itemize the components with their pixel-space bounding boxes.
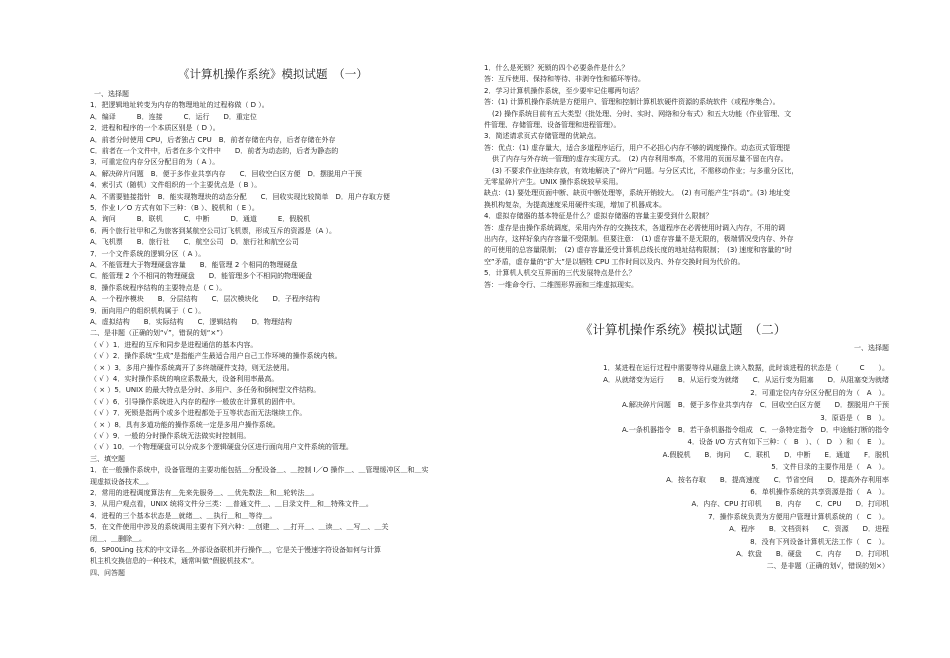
question-line: 3．原语是（ B ）。: [820, 413, 889, 422]
answer-line: 1．什么是死锁？死锁的四个必要条件是什么？: [484, 64, 629, 72]
text-line: （ √ ）6．引导操作系统进入内存的程序一般放在计算机的固件中。: [90, 397, 300, 406]
answer-line: 的可使用的总容量限制； (2) 虚存容量还受计算机总线长度的地址结构限制； (3) 速度和容量的“时: [484, 246, 792, 255]
exam-title-1: 《计算机操作系统》模拟试题 （一）: [178, 67, 368, 81]
answer-line: 答：优点：(1) 虚存量大，适合多道程序运行，用户不必担心内存不够的调度操作。动态页式管理提: [484, 143, 791, 152]
text-line: 一、选择题: [94, 90, 129, 98]
answer-line: 4．虚拟存储器的基本特征是什么？虚拟存储器的容量主要受到什么限制？: [484, 212, 713, 221]
text-line: A．前者分时使用 CPU，后者独占 CPU B．前者存储在内存，后者存储在外存: [90, 135, 336, 144]
question-line: A.解决碎片问题 B．便于多作业共享内存 C．回收空白区方便 D．摆脱用户干预: [622, 401, 889, 410]
text-line: 三、填空题: [90, 454, 125, 463]
text-line: 机主机交换信息的一种技术，通常叫做“假脱机技术”。: [90, 557, 259, 566]
text-line: A．编译 B．连接 C．运行 D．重定位: [90, 112, 257, 121]
answer-line: 5．计算机人机交互界面的三代发展特点是什么？: [484, 269, 636, 278]
text-line: 2．进程和程序的一个本质区别是（ D ）。: [90, 124, 220, 133]
question-line: 二、是非题（正确的划√，错误的划×）: [766, 562, 889, 571]
text-line: 1．把逻辑地址转变为内存的物理地址的过程称做（ D ）。: [90, 101, 269, 110]
text-line: 9．面向用户的组织机构属于（ C ）。: [90, 306, 206, 315]
text-line: （ √ ）1．进程的互斥和同步是进程通信的基本内容。: [90, 340, 258, 349]
text-line: 6．SP00Ling 技术的中文译名＿外部设备联机并行操作＿，它是关于慢速字符设备如何与计算: [90, 546, 381, 554]
text-line: 6．两个旅行社甲和乙为旅客到某航空公司订飞机票，形成互斥的资源是（A ）。: [90, 226, 336, 235]
answer-line: 件管理、存储管理、设备管理和进程管理）。: [484, 121, 621, 129]
question-line: 6．单机操作系统的共享资源是指（ A ）。: [750, 488, 889, 496]
text-line: 现虚拟设备技术＿。: [90, 477, 153, 486]
text-line: （ √ ）9．一般的分时操作系统无法做实时控制用。: [90, 432, 251, 440]
text-line: A．询问 B．联机 C．中断 D．通道 E．假脱机: [90, 215, 311, 224]
text-line: 2．常用的进程调度算法有＿先来先服务＿、＿优先数法＿和＿轮转法＿。: [90, 489, 319, 497]
text-line: 四、问答题: [90, 568, 125, 577]
text-line: 5．在文件使用中涉及的系统调用主要有下列六种：＿创建＿、＿打开＿、＿读＿、＿写＿、＿关: [90, 523, 389, 532]
answer-line: 供了内存与外存统一管理的虚存实现方式。 (2) 内存利用率高，不常用的页面尽量不留在内存。: [492, 155, 788, 164]
answer-line: 出内存，这样好象内存容量不受限制。但要注意： (1) 虚存容量不是无限的，极端情况受内存、外存: [484, 235, 794, 243]
text-line: 闭＿、＿删除＿。: [90, 534, 146, 543]
answer-line: 2．学习计算机操作系统，至少要牢记住哪两句话？: [484, 86, 643, 95]
text-line: （ √ ）10．一个物理硬盘可以分成多个逻辑硬盘分区进行面向用户文件系统的管理。: [90, 443, 353, 452]
section-heading-choice: 一、选择题: [854, 344, 889, 352]
text-line: 7．一个文件系统的逻辑分区（ A ）。: [90, 249, 206, 258]
text-line: A．不能管理大于物理硬盘容量 B．能管理 2 个相同的物理硬盘: [90, 261, 298, 269]
answer-line: 空”矛盾，虚存量的“扩大”是以牺牲 CPU 工作时间以及内、外存交换时间为代价的。: [484, 257, 745, 266]
answer-line: 答：互斥使用、保持和等待、非剥夺性和循环等待。: [484, 75, 645, 84]
text-line: （ × ）5．UNIX 的最大特点是分时、多用户、多任务和倒树型文件结构。: [90, 386, 321, 395]
question-line: A．程序 B．文档资料 C．资源 D．进程: [729, 525, 889, 534]
text-line: 4．索引式（随机）文件组织的一个主要优点是（ B ）。: [90, 181, 262, 190]
answer-line: 3．简述请求页式存储管理的优缺点。: [484, 132, 601, 141]
text-line: A．飞机票 B．旅行社 C．航空公司 D．旅行社和航空公司: [90, 238, 299, 247]
text-line: （ × ）3．多用户操作系统离开了多终端硬件支持，则无法使用。: [90, 363, 294, 372]
text-line: （ √ ）4．实时操作系统的响应系数最大，设备利用率最高。: [90, 375, 279, 383]
question-line: 1．某进程在运行过程中需要等待从磁盘上读入数据，此时该进程的状态是（ C ）。: [603, 364, 889, 372]
text-line: A．解决碎片问题 B．便于多作业共享内存 C．回收空白区方便 D．摆脱用户干预: [90, 169, 362, 178]
question-line: A.一条机器指令 B．若干条机器指令组成 C．一条特定指令 D．中途能打断的指令: [622, 426, 889, 434]
text-line: 3．从用户观点看，UNIX 统将文件分三类：＿普通文件＿、＿目录文件＿和＿特殊文件＿。: [90, 500, 373, 509]
question-line: 4．设备 I/O 方式有如下三种：（ B ）、（ D ）和（ E ）。: [687, 438, 889, 447]
text-line: C．前者在一个文件中，后者在多个文件中 D．前者为动态的，后者为静态的: [90, 147, 339, 155]
text-line: 3．可重定位内存分区分配目的为（ A ）。: [90, 158, 220, 167]
question-line: A．从就绪变为运行 B．从运行变为就绪 C．从运行变为阻塞 D．从阻塞变为就绪: [603, 376, 889, 385]
answer-line: 缺点：(1) 要处理页面中断、缺页中断处理等，系统开销较大。 (2) 有可能产生“抖动”。(3) 地址变: [484, 189, 791, 198]
question-line: 2．可重定位内存分区分配目的为（ A ）。: [750, 388, 889, 397]
text-line: A．一个程序模块 B．分层结构 C．层次模块化 D．子程序结构: [90, 295, 320, 304]
text-line: （ √ ）2．操作系统“生成”是指能产生最适合用户自己工作环境的操作系统内核。: [90, 352, 342, 361]
answer-line: 答：虚存是由操作系统调度，采用内外存的交换技术，各道程序在必需使用时调入内存，不用的调: [484, 223, 785, 232]
text-line: 1．在一般操作系统中，设备管理的主要功能包括＿分配设备＿、＿控制 I／O 操作＿、＿管理缓冲区＿和＿实: [90, 466, 429, 475]
question-line: A.假脱机 B．询问 C．联机 D．中断 E．通道 F．脱机: [662, 450, 889, 459]
answer-line: 答：(1) 计算机操作系统是方便用户、管理和控制计算机软硬件资源的系统软件（或程序集合）。: [484, 98, 780, 107]
answer-line: 答：一维命令行、二维图形界面和三维虚拟现实。: [484, 280, 638, 289]
question-line: A．内存、CPU 打印机 B．内存 C．CPU D．打印机: [691, 500, 889, 509]
text-line: A．不需要链接指针 B．能实现物理块的动态分配 C．回收实现比较简单 D．用户存取方便: [90, 192, 390, 201]
answer-line: (3) 不要求作业连续存放，有效地解决了“碎片”问题。与分区式比，不需移动作业；与多重分区比，: [492, 166, 799, 175]
question-line: A．按名存取 B．提高速度 C．节省空间 D．提高外存利用率: [666, 475, 889, 484]
text-line: 4．进程的三个基本状态是＿就绪＿、＿执行＿和＿等待＿。: [90, 511, 277, 520]
text-line: 二、是非题（正确的划“√”，错误的划“×”）: [90, 329, 227, 338]
answer-line: 换机构复杂，为提高速度采用硬件实现，增加了机器成本。: [484, 200, 666, 209]
question-line: 8．没有下列设备计算机无法工作（ C ）。: [750, 537, 889, 546]
text-line: C．能管理 2 个不相同的物理硬盘 D．能管理多个不相同的物理硬盘: [90, 272, 313, 281]
text-line: 8．操作系统程序结构的主要特点是（ C ）。: [90, 283, 227, 292]
answer-line: 无零星碎片产生。UNIX 操作系统较早采用。: [484, 178, 623, 186]
text-line: A．虚拟结构 B．实际结构 C．逻辑结构 D．物理结构: [90, 318, 292, 326]
question-line: 7．操作系统负责为方便用户管理计算机系统的（ C ）。: [708, 512, 889, 521]
text-line: 5．作业 I／O 方式有如下三种：（B ）、脱机和（ E ）。: [90, 204, 259, 212]
answer-line: (2) 操作系统目前有五大类型（批处理、分时、实时、网络和分布式）和五大功能（作业管理、文: [492, 109, 792, 118]
exam-title-2: 《计算机操作系统》模拟试题 （二）: [580, 322, 787, 337]
question-line: A．软盘 B．硬盘 C．内存 D．打印机: [736, 550, 889, 558]
question-line: 5．文件目录的主要作用是（ A ）。: [771, 463, 889, 472]
text-line: （ √ ）7．死锁是指两个或多个进程都处于互等状态而无法继续工作。: [90, 409, 307, 418]
text-line: （ × ）8．具有多道功能的操作系统一定是多用户操作系统。: [90, 420, 280, 429]
